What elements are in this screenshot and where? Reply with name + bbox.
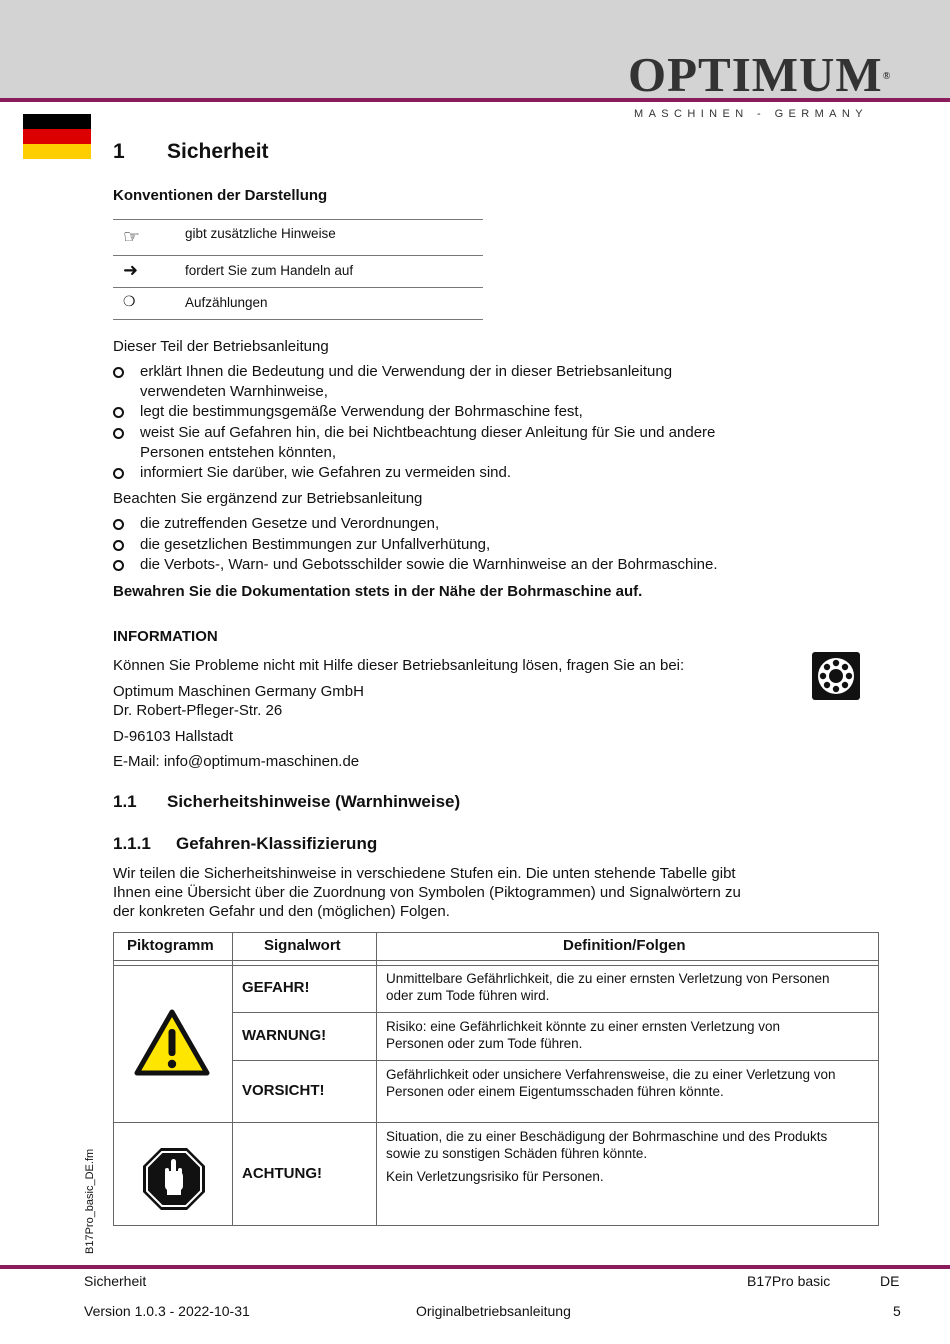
side-file-label: B17Pro_basic_DE.fm [84,1148,96,1254]
footer-page-number: 5 [893,1303,901,1319]
logo-registered: ® [882,71,892,82]
optimum-logo [628,47,898,120]
bullet-circle-icon [113,519,124,530]
signal-word-attention: ACHTUNG! [242,1165,322,1182]
german-flag-icon [23,114,91,159]
bullet-circle-icon [113,540,124,551]
column-header-signal-word: Signalwort [264,937,341,954]
footer-language: DE [880,1273,900,1289]
bullet-circle-icon [113,367,124,378]
keep-documentation-note: Bewahren Sie die Dokumentation stets in der Nähe der Bohrmaschine auf. [113,583,643,600]
arrow-right-icon: ➜ [123,260,139,281]
convention-row [113,288,483,320]
definition-text: Gefährlichkeit oder unsichere Verfahrensweise, die zu einer Verletzung von Personen oder einem Eigentumsschaden führen könnte. [386,1067,836,1099]
subsection-number: 1.1.1 [113,834,151,853]
signal-word-caution: VORSICHT! [242,1082,325,1099]
definition-text: Risiko: eine Gefährlichkeit könnte zu einer ernsten Verletzung von Personen oder zum Tode führen. [386,1019,780,1051]
logo-subtitle: MASCHINEN - GERMANY [634,108,868,120]
column-header-definition: Definition/Folgen [563,937,686,954]
chapter-number: 1 [113,140,125,163]
paragraph-line: Wir teilen die Sicherheitshinweise in verschiedene Stufen ein. Die unten stehende Tabelle gibt [113,865,736,882]
intro-lead: Dieser Teil der Betriebsanleitung [113,338,329,355]
convention-row [113,256,483,288]
footer-divider [0,1265,950,1269]
paragraph-line: Ihnen eine Übersicht über die Zuordnung von Symbolen (Piktogrammen) und Signalwörtern zu [113,884,741,901]
stop-hand-icon [141,1146,207,1212]
bullet-circle-icon [113,407,124,418]
bullet-circle-icon [113,560,124,571]
signal-word-warning: WARNUNG! [242,1027,327,1044]
bullet-circle-icon: ❍ [123,294,136,310]
definition-text: Unmittelbare Gefährlichkeit, die zu einer ernsten Verletzung von Personen oder zum Tode führen wird. [386,971,830,1003]
intro-lead-2: Beachten Sie ergänzend zur Betriebsanleitung [113,490,423,507]
paragraph-line: der konkreten Gefahr und den (möglichen) Folgen. [113,903,450,920]
telephone-dial-icon [812,652,860,700]
hazard-classification-table [113,932,879,1226]
convention-text: gibt zusätzliche Hinweise [185,226,336,241]
section-title: Sicherheitshinweise (Warnhinweise) [167,792,461,811]
company-street: Dr. Robert-Pfleger-Str. 26 [113,702,283,719]
logo-text: OPTIMUM [628,47,883,102]
column-header-pictogram: Piktogramm [127,937,214,954]
information-text: Können Sie Probleme nicht mit Hilfe dieser Betriebsanleitung lösen, fragen Sie an bei: [113,657,685,674]
footer-version: Version 1.0.3 - 2022-10-31 [84,1303,250,1319]
convention-row [113,220,483,256]
subsection-title: Gefahren-Klassifizierung [176,834,378,853]
footer-doc-type: Originalbetriebsanleitung [416,1303,571,1319]
conventions-table [113,219,483,320]
pointing-hand-icon: ☞ [123,226,141,248]
signal-word-danger: GEFAHR! [242,979,310,996]
bullet-circle-icon [113,428,124,439]
warning-triangle-icon [134,1009,210,1077]
conventions-title: Konventionen der Darstellung [113,187,328,204]
footer-product: B17Pro basic [747,1273,831,1289]
bullet-circle-icon [113,468,124,479]
definition-text: Situation, die zu einer Beschädigung der Bohrmaschine und des Produkts sowie zu sonstigen Schäden führen könnte. Kein Verletzungsrisiko für Personen. [386,1129,828,1184]
footer-section: Sicherheit [84,1273,147,1289]
company-city: D-96103 Hallstadt [113,728,234,745]
information-title: INFORMATION [113,628,218,645]
company-name: Optimum Maschinen Germany GmbH [113,683,364,700]
chapter-title: Sicherheit [167,140,269,163]
convention-text: Aufzählungen [185,295,268,310]
company-email[interactable]: E-Mail: info@optimum-maschinen.de [113,753,360,770]
section-number: 1.1 [113,792,137,811]
convention-text: fordert Sie zum Handeln auf [185,263,354,278]
